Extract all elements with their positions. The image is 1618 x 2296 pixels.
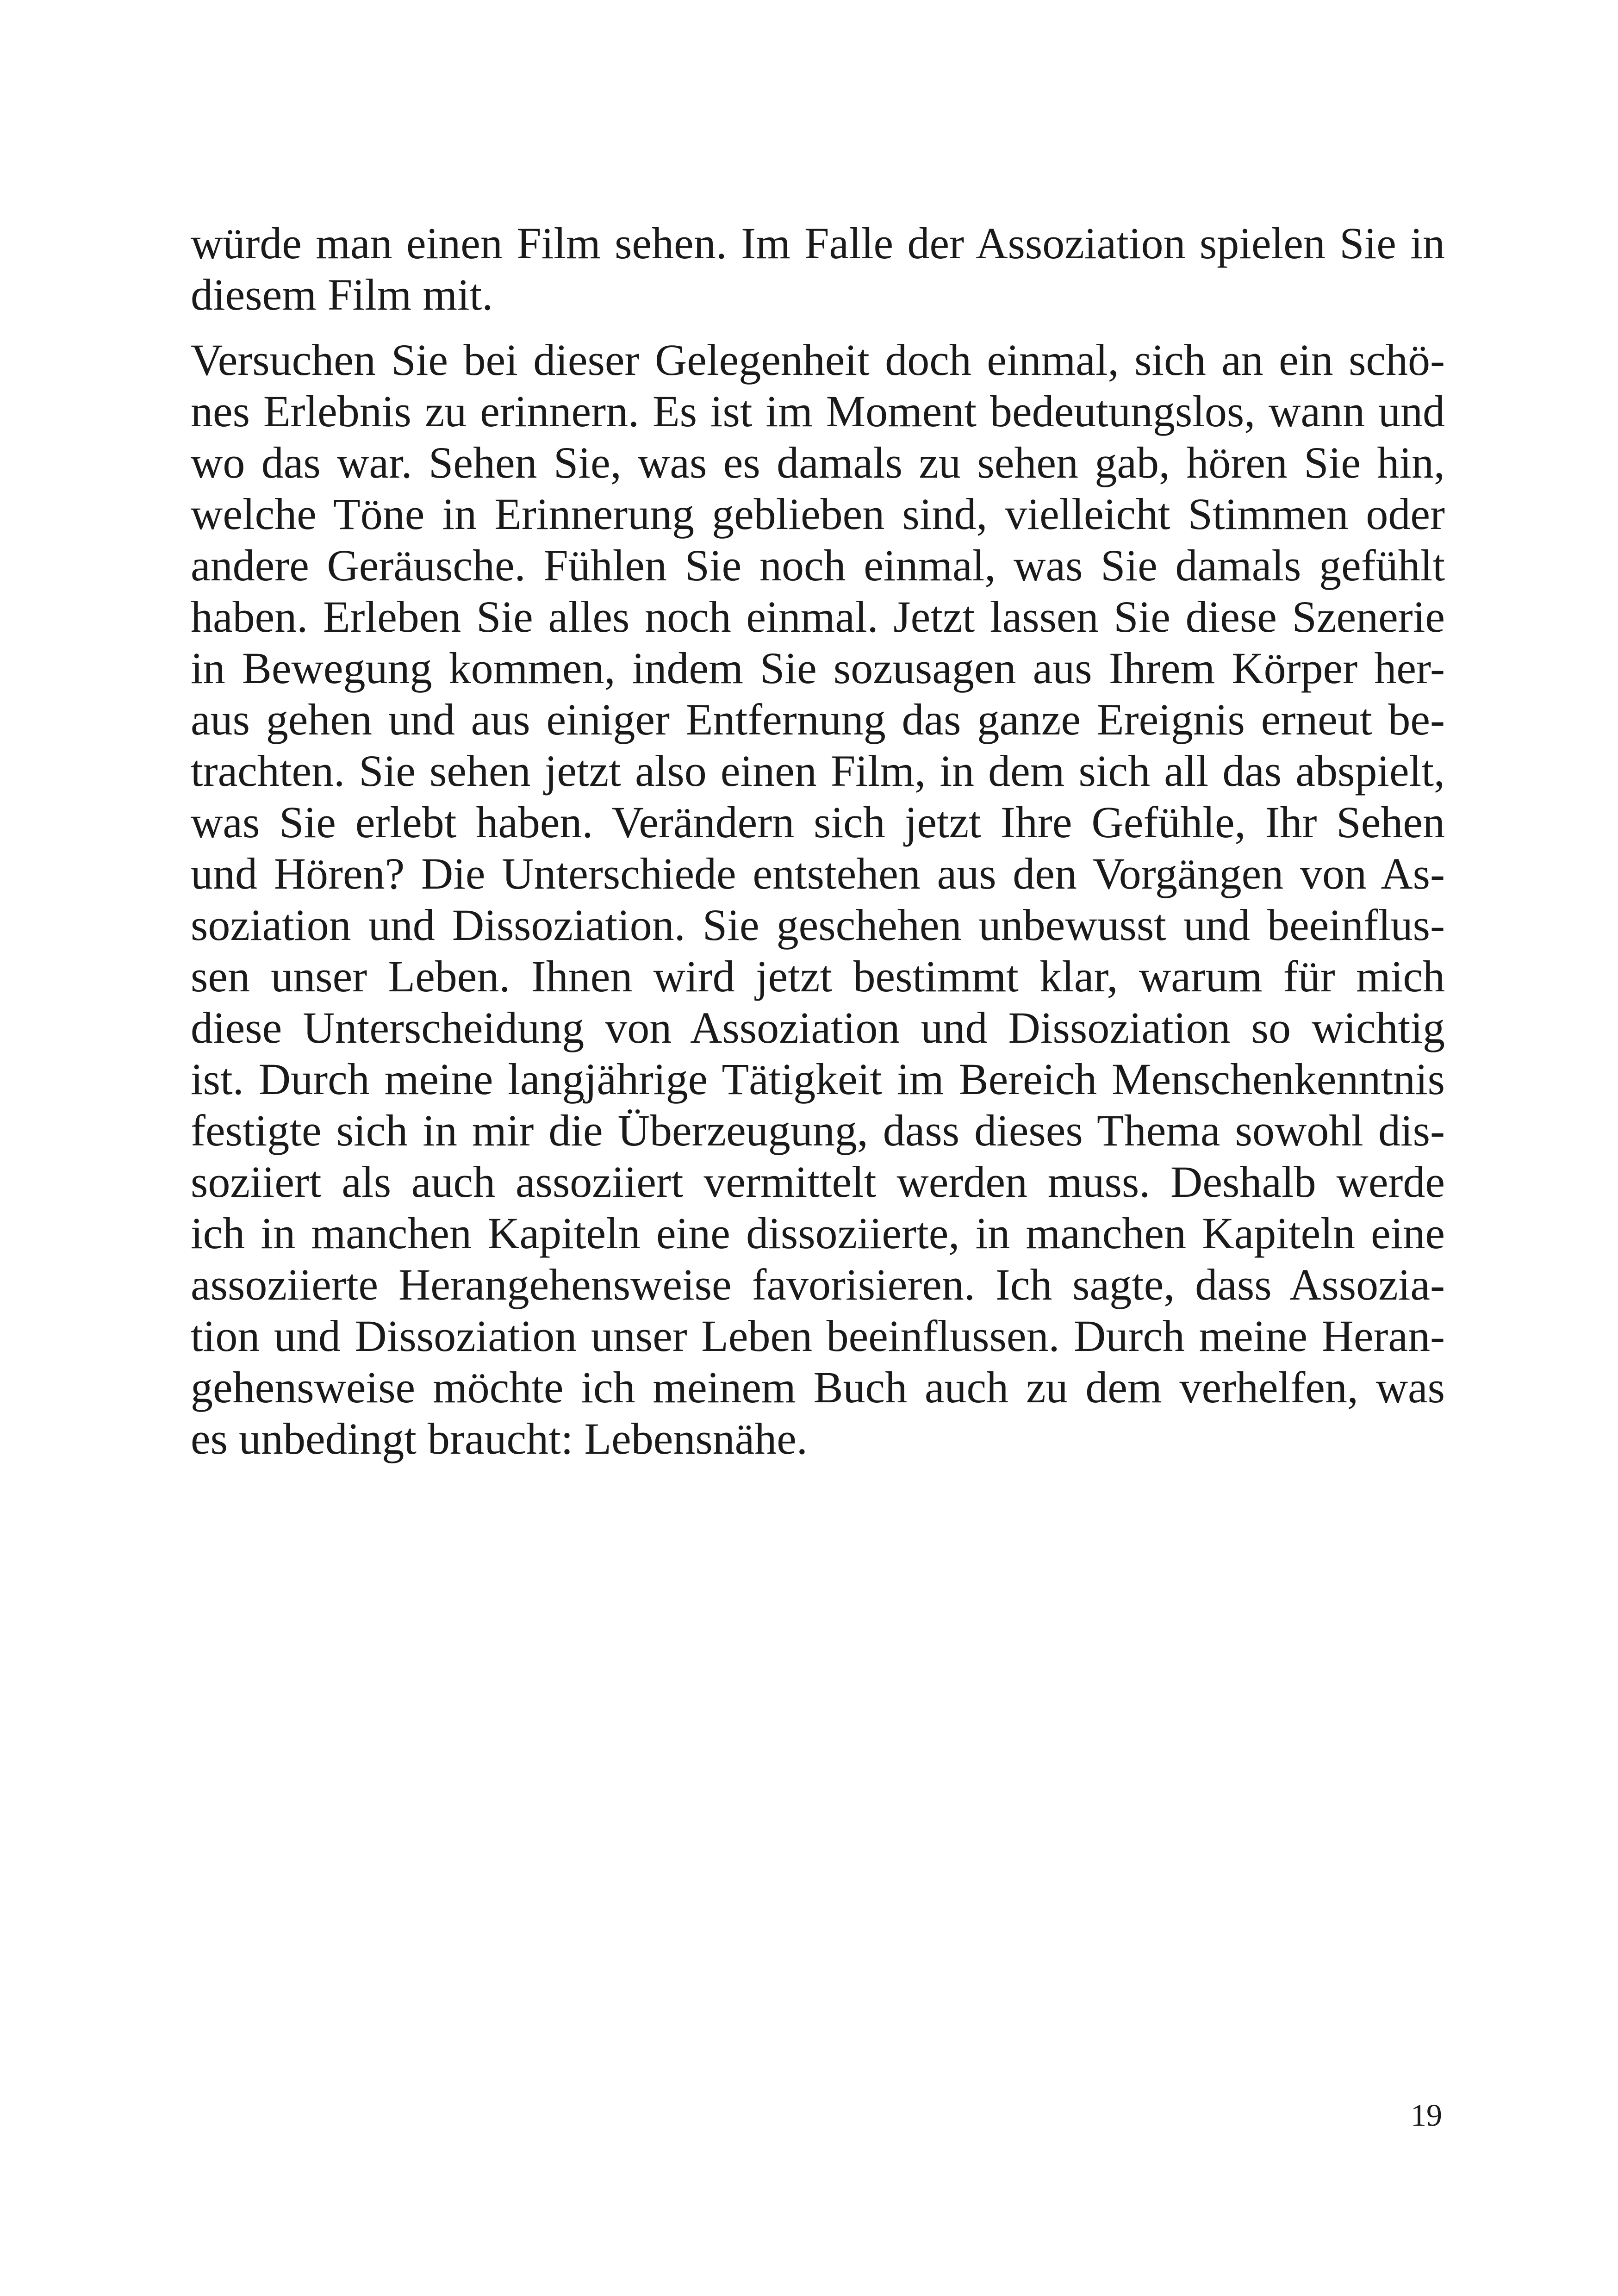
text-line: Versuchen Sie bei dieser Gelegenheit doch einmal, sich an ein schö- — [191, 335, 1445, 385]
text-line: trachten. Sie sehen jetzt also einen Film, in dem sich all das abspielt, — [191, 746, 1445, 796]
text-line: andere Geräusche. Fühlen Sie noch einmal, was Sie damals gefühlt — [191, 541, 1445, 590]
text-line: wo das war. Sehen Sie, was es damals zu sehen gab, hören Sie hin, — [191, 438, 1445, 487]
text-line: soziiert als auch assoziiert vermittelt werden muss. Deshalb werde — [191, 1157, 1445, 1207]
text-line: tion und Dissoziation unser Leben beeinflussen. Durch meine Heran- — [191, 1311, 1445, 1361]
text-line: haben. Erleben Sie alles noch einmal. Jetzt lassen Sie diese Szenerie — [191, 592, 1445, 641]
page-number: 19 — [1411, 2097, 1442, 2133]
body-text — [191, 218, 1445, 1464]
text-line: ist. Durch meine langjährige Tätigkeit im Bereich Menschenkenntnis — [191, 1054, 1445, 1104]
text-line: gehensweise möchte ich meinem Buch auch zu dem verhelfen, was — [191, 1363, 1445, 1412]
text-line: es unbedingt braucht: Lebensnähe. — [191, 1414, 808, 1463]
text-line: festigte sich in mir die Überzeugung, dass dieses Thema sowohl dis- — [191, 1106, 1445, 1155]
text-line: und Hören? Die Unterschiede entstehen aus den Vorgängen von As- — [191, 849, 1445, 898]
text-line: ich in manchen Kapiteln eine dissoziierte, in manchen Kapiteln eine — [191, 1208, 1445, 1258]
text-line: diese Unterscheidung von Assoziation und Dissoziation so wichtig — [191, 1003, 1445, 1052]
text-line: diesem Film mit. — [191, 270, 493, 319]
paragraph — [191, 218, 1445, 320]
text-line: was Sie erlebt haben. Verändern sich jetzt Ihre Gefühle, Ihr Sehen — [191, 797, 1445, 847]
text-line: in Bewegung kommen, indem Sie sozusagen aus Ihrem Körper her- — [191, 643, 1445, 693]
text-line: aus gehen und aus einiger Entfernung das ganze Ereignis erneut be- — [191, 695, 1445, 744]
text-line: nes Erlebnis zu erinnern. Es ist im Moment bedeutungslos, wann und — [191, 386, 1445, 436]
paragraph-gap — [191, 320, 1445, 334]
paragraph — [191, 334, 1445, 1464]
text-line: sen unser Leben. Ihnen wird jetzt bestimmt klar, warum für mich — [191, 952, 1445, 1001]
text-line: soziation und Dissoziation. Sie geschehen unbewusst und beeinflus- — [191, 900, 1445, 950]
text-line: würde man einen Film sehen. Im Falle der Assoziation spielen Sie in — [191, 218, 1445, 268]
text-line: assoziierte Herangehensweise favorisieren. Ich sagte, dass Assozia- — [191, 1260, 1445, 1309]
text-line: welche Töne in Erinnerung geblieben sind, vielleicht Stimmen oder — [191, 489, 1445, 539]
